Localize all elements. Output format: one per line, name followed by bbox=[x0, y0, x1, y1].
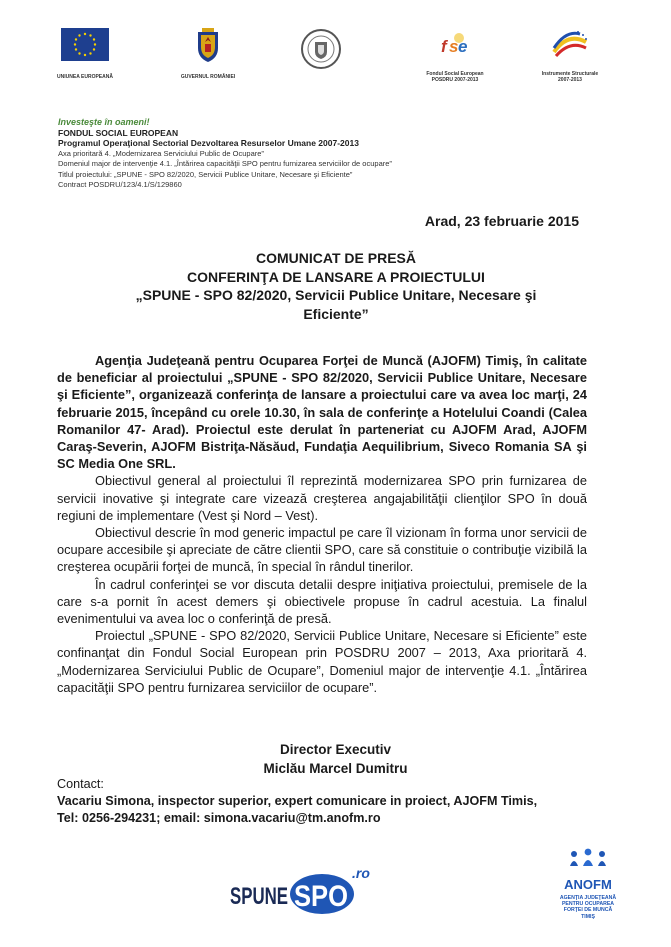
fse-logo bbox=[418, 28, 492, 83]
star-swirl-icon bbox=[550, 28, 590, 62]
svg-text:f: f bbox=[441, 37, 447, 56]
fse-caption-1: Fondul Social European bbox=[426, 71, 484, 77]
contact-label: Contact: bbox=[57, 777, 104, 791]
fse-caption-2: POSDRU 2007-2013 bbox=[431, 77, 479, 83]
spune-spo-logo-mark bbox=[228, 858, 388, 918]
anofm-caption-2: PENTRU OCUPAREA bbox=[561, 901, 615, 908]
signature-name: Miclău Marcel Dumitru bbox=[263, 760, 408, 776]
title-line-2: CONFERINŢA DE LANSARE A PROIECTULUI bbox=[187, 268, 485, 285]
paragraph-1: Agenţia Judeţeană pentru Ocuparea Forţei de Muncă (AJOFM) Timiş, în calitate de beneficiar al proiectului „SPUNE - SPO 82/2020, Servicii Publice Unitare, Necesare şi Eficiente”, organizează conferinţa de lansare a proiectului care va avea loc marţi, 24 februarie 2015, începând cu orele 10.30, în sala de conferinţe a Hotelului Coandi (Calea Romanilor 47- Arad). Proiectul este derulat în parteneriat cu AJOFM Arad, AJOFM Caraş-Severin, AJOFM Bistriţa-Năsăud, Fundaţia Aequilibrium, Siveco Romania SA şi SC Media One SRL. bbox=[57, 353, 587, 472]
anofm-caption-3: FORŢEI DE MUNCĂ bbox=[563, 907, 613, 914]
eu-logo bbox=[50, 28, 120, 80]
title-line-3: „SPUNE - SPO 82/2020, Servicii Publice Unitare, Necesare şi bbox=[135, 287, 537, 303]
instruments-caption-2: 2007-2013 bbox=[558, 77, 582, 83]
paragraph-2: Obiectivul general al proiectului îl reprezintă modernizarea SPO prin furnizarea de servicii inovative şi integrate care vizează creşterea angajabilităţii clienţilor SPO în două regiuni de implementare (Vest şi Nord – Vest). bbox=[57, 473, 587, 523]
spune-text: SPUNE bbox=[230, 883, 288, 910]
document-date: Arad, 23 februarie 2015 bbox=[424, 213, 579, 229]
title-line-4: Eficiente” bbox=[303, 305, 369, 322]
anofm-text: ANOFM bbox=[564, 877, 612, 892]
contact-details: Tel: 0256-294231; email: simona.vacariu@tm.anofm.ro bbox=[57, 811, 381, 826]
spo-text: SPO bbox=[294, 880, 348, 913]
signature-role: Director Executiv bbox=[279, 742, 392, 757]
anofm-people-icon bbox=[560, 848, 616, 878]
program-name: Programul Operaţional Sectorial Dezvoltarea Resurselor Umane 2007-2013 bbox=[58, 138, 359, 148]
fund-name: FONDUL SOCIAL EUROPEAN bbox=[58, 127, 179, 138]
fse-icon bbox=[437, 28, 473, 62]
ministry-seal-icon bbox=[300, 28, 342, 70]
anofm-caption-4: TIMIŞ bbox=[581, 913, 595, 920]
priority-axis: Axa prioritară 4. „Modernizarea Serviciului Public de Ocupare” bbox=[58, 148, 264, 158]
ministry-logo bbox=[296, 28, 346, 75]
anofm-caption-1: AGENŢIA JUDEŢEANĂ bbox=[559, 895, 617, 901]
svg-text:e: e bbox=[458, 37, 468, 56]
anofm-caption bbox=[538, 895, 638, 920]
eu-caption: UNIUNEA EUROPEANĂ bbox=[57, 74, 113, 80]
paragraph-3: Obiectivul descrie în mod generic impactul pe care îl vizionam în forma unor servicii de ocupare accesibile şi apreciate de către clientii SPO, care să constituie o contribuţie vizibilă la creşterea ocupării forţei de muncă, în special în rândul tinerilor. bbox=[57, 525, 587, 575]
ro-text: .ro bbox=[352, 865, 370, 881]
paragraph-5: Proiectul „SPUNE - SPO 82/2020, Servicii Publice Unitare, Necesare si Eficiente” este confinanţat din Fondul Social European prin POSDRU 2007 – 2013, Axa prioritară 4. „Modernizarea Serviciului Public de Ocupare”, Domeniul major de intervenţie 4.1. „Întărirea capacităţii SPO pentru furnizarea serviciilor de ocupare”. bbox=[57, 628, 587, 695]
slogan: Investeşte în oameni! bbox=[58, 117, 150, 127]
contact-person: Vacariu Simona, inspector superior, expert comunicare in proiect, AJOFM Timis, bbox=[57, 794, 538, 809]
signature-block bbox=[0, 741, 671, 778]
project-title-line: Titlul proiectului: „SPUNE - SPO 82/2020, Servicii Publice Unitare, Necesare şi Eficiente” bbox=[58, 169, 353, 179]
project-header bbox=[58, 117, 618, 191]
gov-logo bbox=[170, 28, 246, 80]
spune-spo-logo bbox=[228, 858, 388, 918]
paragraph-4: În cadrul conferinţei se vor discuta detalii despre iniţiativa proiectului, premisele de la care s-a pornit în acest demers şi obiectivele propuse în cadrul acestuia. La finalul evenimentului va avea loc o conferinţă de presă. bbox=[57, 576, 587, 627]
contract-number: Contract POSDRU/123/4.1/S/129860 bbox=[58, 180, 182, 189]
intervention-domain: Domeniul major de intervenţie 4.1. „Întărirea capacităţii SPO pentru furnizarea serviciilor de ocupare” bbox=[58, 159, 392, 168]
anofm-logo bbox=[538, 848, 638, 920]
title-line-1: COMUNICAT DE PRESĂ bbox=[256, 250, 416, 266]
svg-text:s: s bbox=[449, 37, 459, 56]
press-release-title bbox=[96, 249, 576, 323]
gov-caption: GUVERNUL ROMÂNIEI bbox=[180, 74, 236, 80]
contact-block bbox=[57, 776, 617, 828]
press-release-body bbox=[57, 352, 587, 696]
coat-of-arms-icon bbox=[196, 28, 220, 64]
eu-flag-icon bbox=[61, 28, 109, 61]
structural-instruments-logo bbox=[532, 28, 608, 83]
instruments-caption-1: Instrumente Structurale bbox=[541, 71, 599, 77]
